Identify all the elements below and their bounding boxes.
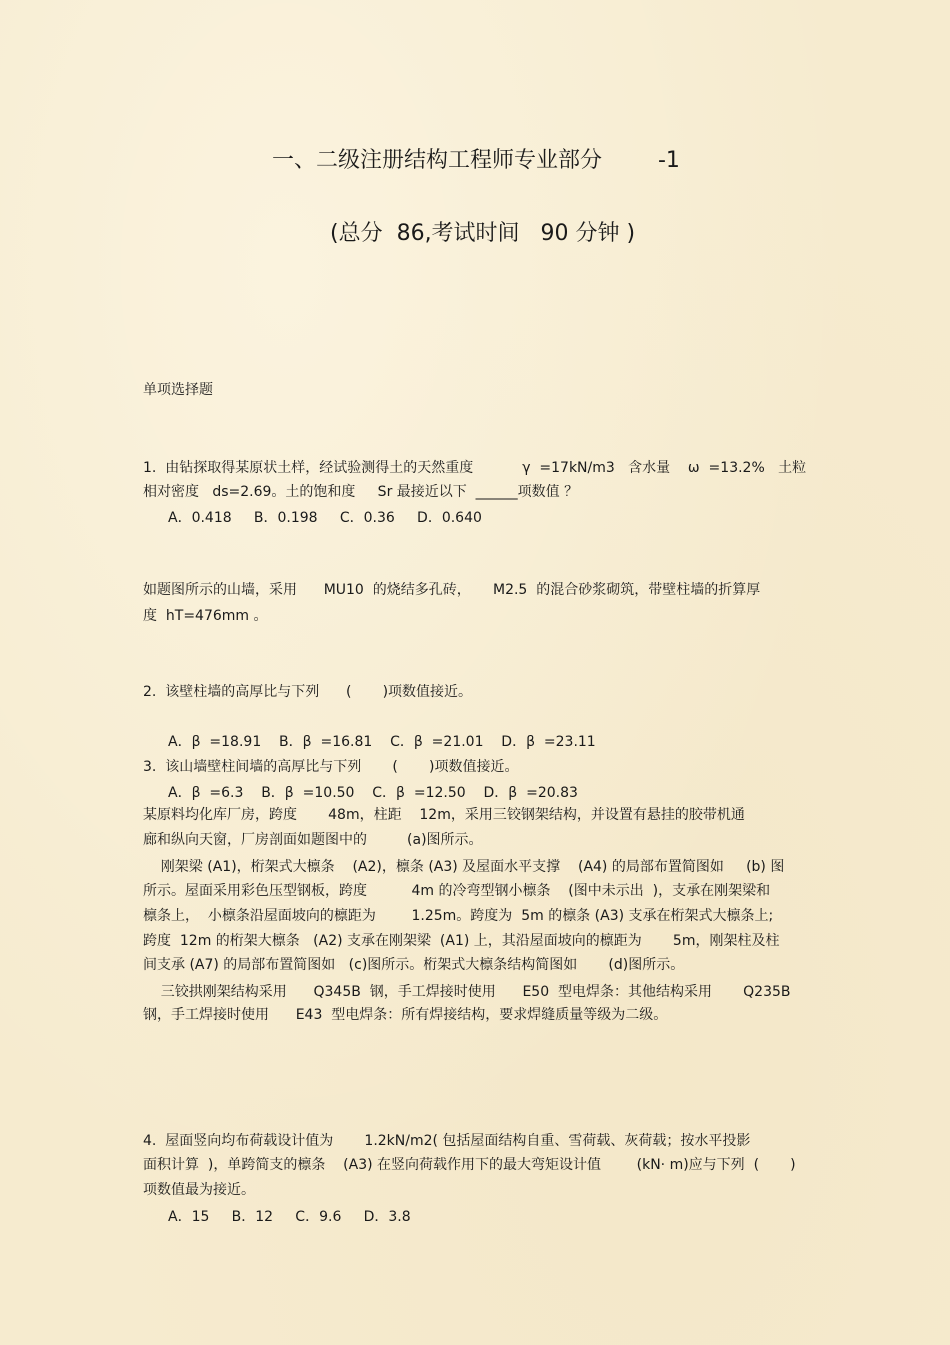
context-wall-line-2: 度 hT=476mm 。	[143, 608, 268, 624]
document-subtitle: (总分 86,考试时间 90 分钟 )	[330, 221, 636, 246]
context-factory-line-8: 三铰拱刚架结构采用 Q345B 钢，手工焊接时使用 E50 型电焊条：其他结构采用 Q235B	[143, 984, 791, 1000]
q1-options: A．0.418 B．0.198 C．0.36 D．0.640	[168, 510, 482, 526]
context-factory-line-7: 间支承 (A7) 的局部布置简图如 (c)图所示。桁架式大檩条结构简图如 (d)图所示。	[143, 957, 685, 973]
context-wall-line-1: 如题图所示的山墙，采用 MU10 的烧结多孔砖， M2.5 的混合砂浆砌筑，带壁柱墙的折算厚	[143, 582, 761, 598]
q1-line-1: 1. 由钻探取得某原状土样，经试验测得土的天然重度 γ =17kN/m3 含水量 ω =13.2% 土粒	[143, 460, 807, 476]
context-factory-line-2: 廊和纵向天窗，厂房剖面如题图中的 (a)图所示。	[143, 832, 483, 848]
q2-stem: 2. 该壁柱墙的高厚比与下列 ( )项数值接近。	[143, 684, 473, 700]
q3-stem: 3. 该山墙壁柱间墙的高厚比与下列 ( )项数值接近。	[143, 759, 519, 775]
context-factory-line-4: 所示。屋面采用彩色压型钢板，跨度 4m 的冷弯型钢小檩条 (图中未示出 )，支承在刚架梁和	[143, 883, 771, 899]
document-title: 一、二级注册结构工程师专业部分 -1	[272, 148, 680, 173]
q3-options: A．β =6.3 B．β =10.50 C．β =12.50 D．β =20.83	[168, 785, 578, 801]
q4-options: A．15 B．12 C．9.6 D．3.8	[168, 1209, 411, 1225]
q4-line-2: 面积计算 )，单跨简支的檩条 (A3) 在竖向荷载作用下的最大弯矩设计值 (kN· m)应与下列 ( )	[143, 1157, 796, 1173]
context-factory-line-9: 钢，手工焊接时使用 E43 型电焊条：所有焊接结构，要求焊缝质量等级为二级。	[143, 1007, 668, 1023]
q2-options: A．β =18.91 B．β =16.81 C．β =21.01 D．β =23.11	[168, 734, 596, 750]
context-factory-line-5: 檩条上， 小檩条沿屋面坡向的檩距为 1.25m。跨度为 5m 的檩条 (A3) 支承在桁架式大檩条上;	[143, 908, 774, 924]
context-factory-line-1: 某原料均化库厂房，跨度 48m，柱距 12m，采用三铰钢架结构，并设置有悬挂的胶带机通	[143, 807, 745, 823]
q4-line-1: 4. 屋面竖向均布荷载设计值为 1.2kN/m2( 包括屋面结构自重、雪荷载、灰荷载；按水平投影	[143, 1133, 751, 1149]
context-factory-line-3: 刚架梁 (A1)，桁架式大檩条 (A2)，檩条 (A3) 及屋面水平支撑 (A4) 的局部布置简图如 (b) 图	[143, 859, 785, 875]
q1-line-2: 相对密度 ds=2.69。土的饱和度 Sr 最接近以下 ______项数值 ？	[143, 484, 579, 500]
context-factory-line-6: 跨度 12m 的桁架大檩条 (A2) 支承在刚架梁 (A1) 上，其沿屋面坡向的檩距为 5m，刚架柱及柱	[143, 933, 780, 949]
section-heading: 单项选择题	[143, 382, 213, 398]
q4-line-3: 项数值最为接近。	[143, 1182, 255, 1198]
